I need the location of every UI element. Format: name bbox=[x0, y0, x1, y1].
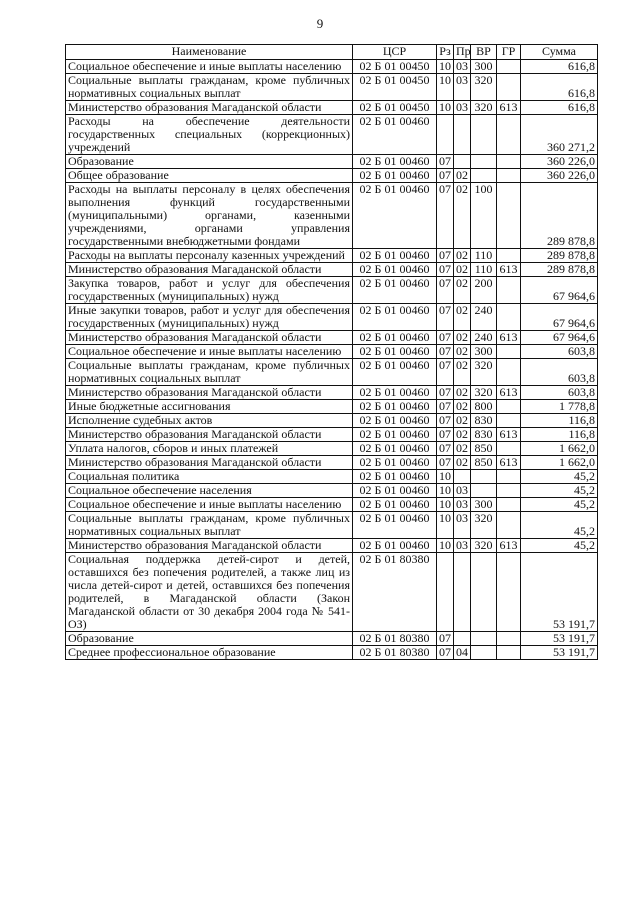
cell-vr: 110 bbox=[471, 249, 497, 263]
cell-pr: 02 bbox=[454, 428, 471, 442]
cell-gr: 613 bbox=[497, 456, 521, 470]
cell-rz: 07 bbox=[437, 359, 454, 386]
header-sum: Сумма bbox=[521, 45, 598, 60]
cell-rz: 07 bbox=[437, 646, 454, 660]
cell-gr: 613 bbox=[497, 539, 521, 553]
cell-pr: 03 bbox=[454, 498, 471, 512]
cell-sum: 1 662,0 bbox=[521, 442, 598, 456]
table-row bbox=[66, 456, 598, 470]
cell-pr: 03 bbox=[454, 60, 471, 74]
cell-csr: 02 Б 01 80380 bbox=[353, 553, 437, 632]
cell-gr bbox=[497, 442, 521, 456]
cell-vr: 320 bbox=[471, 101, 497, 115]
table-row bbox=[66, 632, 598, 646]
cell-rz: 07 bbox=[437, 169, 454, 183]
cell-csr: 02 Б 01 00460 bbox=[353, 345, 437, 359]
cell-pr: 02 bbox=[454, 359, 471, 386]
cell-csr: 02 Б 01 00450 bbox=[353, 60, 437, 74]
cell-pr: 04 bbox=[454, 646, 471, 660]
cell-sum: 45,2 bbox=[521, 539, 598, 553]
cell-pr: 02 bbox=[454, 263, 471, 277]
cell-rz bbox=[437, 553, 454, 632]
cell-gr bbox=[497, 359, 521, 386]
cell-vr: 830 bbox=[471, 414, 497, 428]
cell-gr: 613 bbox=[497, 386, 521, 400]
cell-name: Образование bbox=[66, 632, 353, 646]
cell-vr: 830 bbox=[471, 428, 497, 442]
cell-sum: 289 878,8 bbox=[521, 183, 598, 249]
cell-gr bbox=[497, 60, 521, 74]
table-row bbox=[66, 512, 598, 539]
header-row bbox=[66, 45, 598, 60]
table-row bbox=[66, 115, 598, 155]
cell-sum: 67 964,6 bbox=[521, 277, 598, 304]
table-row bbox=[66, 386, 598, 400]
cell-sum: 67 964,6 bbox=[521, 331, 598, 345]
cell-rz: 10 bbox=[437, 512, 454, 539]
cell-name: Социальная поддержка детей-сирот и детей, оставшихся без попечения родителей, а также лиц из числа детей-сирот и детей, оставшихся без попечения родителей, в Магаданской области (Закон Магаданской области от 30 декабря 2004 года № 541-ОЗ) bbox=[66, 553, 353, 632]
cell-vr bbox=[471, 155, 497, 169]
table-row bbox=[66, 539, 598, 553]
cell-gr: 613 bbox=[497, 263, 521, 277]
cell-name: Социальное обеспечение и иные выплаты населению bbox=[66, 498, 353, 512]
cell-rz: 07 bbox=[437, 442, 454, 456]
cell-csr: 02 Б 01 00460 bbox=[353, 115, 437, 155]
table-row bbox=[66, 304, 598, 331]
cell-gr bbox=[497, 115, 521, 155]
table-row bbox=[66, 263, 598, 277]
cell-gr bbox=[497, 277, 521, 304]
cell-pr: 03 bbox=[454, 484, 471, 498]
cell-rz: 07 bbox=[437, 277, 454, 304]
cell-name: Иные бюджетные ассигнования bbox=[66, 400, 353, 414]
cell-gr bbox=[497, 345, 521, 359]
table-row bbox=[66, 74, 598, 101]
cell-rz bbox=[437, 115, 454, 155]
cell-pr: 02 bbox=[454, 249, 471, 263]
cell-name: Расходы на обеспечение деятельности государственных специальных (коррекционных) учреждений bbox=[66, 115, 353, 155]
table-row bbox=[66, 414, 598, 428]
cell-rz: 10 bbox=[437, 539, 454, 553]
cell-gr bbox=[497, 512, 521, 539]
cell-vr: 320 bbox=[471, 74, 497, 101]
cell-vr bbox=[471, 115, 497, 155]
table-row bbox=[66, 442, 598, 456]
cell-csr: 02 Б 01 00450 bbox=[353, 74, 437, 101]
cell-csr: 02 Б 01 00460 bbox=[353, 359, 437, 386]
header-csr: ЦСР bbox=[353, 45, 437, 60]
table-row bbox=[66, 249, 598, 263]
page-number: 9 bbox=[316, 16, 324, 31]
cell-vr bbox=[471, 632, 497, 646]
cell-vr: 240 bbox=[471, 331, 497, 345]
cell-vr: 320 bbox=[471, 512, 497, 539]
table-row bbox=[66, 470, 598, 484]
cell-sum: 289 878,8 bbox=[521, 263, 598, 277]
cell-pr: 02 bbox=[454, 456, 471, 470]
table-row bbox=[66, 345, 598, 359]
cell-name: Министерство образования Магаданской области bbox=[66, 428, 353, 442]
table-row bbox=[66, 60, 598, 74]
cell-vr: 800 bbox=[471, 400, 497, 414]
table-row bbox=[66, 183, 598, 249]
header-name: Наименование bbox=[66, 45, 353, 60]
cell-csr: 02 Б 01 00460 bbox=[353, 484, 437, 498]
cell-name: Уплата налогов, сборов и иных платежей bbox=[66, 442, 353, 456]
header-gr: ГР bbox=[497, 45, 521, 60]
cell-csr: 02 Б 01 00460 bbox=[353, 400, 437, 414]
cell-name: Министерство образования Магаданской области bbox=[66, 331, 353, 345]
cell-sum: 53 191,7 bbox=[521, 646, 598, 660]
cell-csr: 02 Б 01 00460 bbox=[353, 155, 437, 169]
cell-csr: 02 Б 01 00460 bbox=[353, 249, 437, 263]
cell-name: Социальное обеспечение и иные выплаты населению bbox=[66, 345, 353, 359]
table-row bbox=[66, 428, 598, 442]
cell-rz: 07 bbox=[437, 155, 454, 169]
table-row bbox=[66, 646, 598, 660]
cell-gr: 613 bbox=[497, 331, 521, 345]
cell-sum: 45,2 bbox=[521, 498, 598, 512]
table-row bbox=[66, 169, 598, 183]
cell-name: Министерство образования Магаданской области bbox=[66, 539, 353, 553]
cell-gr bbox=[497, 400, 521, 414]
cell-name: Иные закупки товаров, работ и услуг для обеспечения государственных (муниципальных) нужд bbox=[66, 304, 353, 331]
cell-pr: 02 bbox=[454, 400, 471, 414]
cell-vr: 300 bbox=[471, 345, 497, 359]
cell-rz: 07 bbox=[437, 632, 454, 646]
table-body bbox=[66, 60, 598, 660]
cell-name: Министерство образования Магаданской области bbox=[66, 263, 353, 277]
table-row bbox=[66, 553, 598, 632]
cell-gr bbox=[497, 169, 521, 183]
header-vr: ВР bbox=[471, 45, 497, 60]
cell-rz: 10 bbox=[437, 470, 454, 484]
cell-vr bbox=[471, 169, 497, 183]
cell-gr bbox=[497, 74, 521, 101]
cell-rz: 07 bbox=[437, 331, 454, 345]
cell-pr bbox=[454, 115, 471, 155]
cell-gr bbox=[497, 470, 521, 484]
cell-rz: 07 bbox=[437, 400, 454, 414]
cell-csr: 02 Б 01 00460 bbox=[353, 428, 437, 442]
cell-name: Социальные выплаты гражданам, кроме публичных нормативных социальных выплат bbox=[66, 74, 353, 101]
cell-sum: 616,8 bbox=[521, 60, 598, 74]
cell-pr bbox=[454, 553, 471, 632]
cell-csr: 02 Б 01 80380 bbox=[353, 632, 437, 646]
cell-sum: 53 191,7 bbox=[521, 632, 598, 646]
table-row bbox=[66, 101, 598, 115]
cell-vr bbox=[471, 470, 497, 484]
cell-sum: 116,8 bbox=[521, 414, 598, 428]
cell-vr: 300 bbox=[471, 60, 497, 74]
cell-csr: 02 Б 01 00460 bbox=[353, 470, 437, 484]
cell-name: Образование bbox=[66, 155, 353, 169]
cell-pr: 02 bbox=[454, 386, 471, 400]
cell-name: Расходы на выплаты персоналу казенных учреждений bbox=[66, 249, 353, 263]
cell-name: Министерство образования Магаданской области bbox=[66, 386, 353, 400]
cell-gr bbox=[497, 155, 521, 169]
cell-pr: 02 bbox=[454, 442, 471, 456]
cell-vr: 200 bbox=[471, 277, 497, 304]
cell-pr bbox=[454, 632, 471, 646]
cell-pr: 02 bbox=[454, 414, 471, 428]
cell-sum: 360 226,0 bbox=[521, 155, 598, 169]
cell-gr bbox=[497, 304, 521, 331]
cell-rz: 07 bbox=[437, 456, 454, 470]
cell-vr bbox=[471, 646, 497, 660]
cell-pr: 03 bbox=[454, 512, 471, 539]
cell-csr: 02 Б 01 00460 bbox=[353, 386, 437, 400]
cell-sum: 360 271,2 bbox=[521, 115, 598, 155]
cell-sum: 45,2 bbox=[521, 484, 598, 498]
cell-sum: 1 778,8 bbox=[521, 400, 598, 414]
cell-sum: 360 226,0 bbox=[521, 169, 598, 183]
cell-vr: 320 bbox=[471, 359, 497, 386]
cell-vr bbox=[471, 553, 497, 632]
cell-name: Министерство образования Магаданской области bbox=[66, 456, 353, 470]
cell-rz: 07 bbox=[437, 428, 454, 442]
cell-name: Социальные выплаты гражданам, кроме публичных нормативных социальных выплат bbox=[66, 512, 353, 539]
cell-name: Закупка товаров, работ и услуг для обеспечения государственных (муниципальных) нужд bbox=[66, 277, 353, 304]
cell-csr: 02 Б 01 00460 bbox=[353, 304, 437, 331]
cell-rz: 07 bbox=[437, 386, 454, 400]
cell-sum: 53 191,7 bbox=[521, 553, 598, 632]
cell-csr: 02 Б 01 00460 bbox=[353, 331, 437, 345]
cell-csr: 02 Б 01 00460 bbox=[353, 456, 437, 470]
cell-sum: 603,8 bbox=[521, 345, 598, 359]
cell-pr bbox=[454, 155, 471, 169]
cell-gr: 613 bbox=[497, 428, 521, 442]
cell-pr: 02 bbox=[454, 331, 471, 345]
cell-csr: 02 Б 01 00460 bbox=[353, 539, 437, 553]
cell-name: Министерство образования Магаданской области bbox=[66, 101, 353, 115]
cell-sum: 603,8 bbox=[521, 386, 598, 400]
cell-vr: 850 bbox=[471, 456, 497, 470]
cell-rz: 07 bbox=[437, 345, 454, 359]
cell-pr: 02 bbox=[454, 304, 471, 331]
table-row bbox=[66, 498, 598, 512]
cell-name: Социальное обеспечение и иные выплаты населению bbox=[66, 60, 353, 74]
cell-csr: 02 Б 01 00460 bbox=[353, 498, 437, 512]
cell-rz: 10 bbox=[437, 74, 454, 101]
header-rz: Рз bbox=[437, 45, 454, 60]
cell-gr bbox=[497, 484, 521, 498]
cell-csr: 02 Б 01 00460 bbox=[353, 277, 437, 304]
cell-csr: 02 Б 01 00460 bbox=[353, 169, 437, 183]
cell-rz: 07 bbox=[437, 304, 454, 331]
cell-pr: 02 bbox=[454, 183, 471, 249]
cell-pr: 03 bbox=[454, 539, 471, 553]
cell-vr: 110 bbox=[471, 263, 497, 277]
cell-rz: 07 bbox=[437, 249, 454, 263]
cell-sum: 67 964,6 bbox=[521, 304, 598, 331]
cell-rz: 07 bbox=[437, 263, 454, 277]
table-row bbox=[66, 331, 598, 345]
cell-sum: 603,8 bbox=[521, 359, 598, 386]
cell-csr: 02 Б 01 00450 bbox=[353, 101, 437, 115]
cell-pr: 03 bbox=[454, 101, 471, 115]
cell-name: Социальное обеспечение населения bbox=[66, 484, 353, 498]
cell-gr bbox=[497, 553, 521, 632]
cell-rz: 10 bbox=[437, 101, 454, 115]
cell-sum: 616,8 bbox=[521, 74, 598, 101]
cell-rz: 10 bbox=[437, 498, 454, 512]
cell-name: Среднее профессиональное образование bbox=[66, 646, 353, 660]
cell-csr: 02 Б 01 00460 bbox=[353, 442, 437, 456]
cell-gr bbox=[497, 498, 521, 512]
cell-rz: 10 bbox=[437, 484, 454, 498]
cell-gr bbox=[497, 646, 521, 660]
table-row bbox=[66, 400, 598, 414]
table-row bbox=[66, 359, 598, 386]
cell-vr bbox=[471, 484, 497, 498]
cell-csr: 02 Б 01 00460 bbox=[353, 263, 437, 277]
cell-sum: 1 662,0 bbox=[521, 456, 598, 470]
table-row bbox=[66, 155, 598, 169]
cell-vr: 300 bbox=[471, 498, 497, 512]
cell-vr: 320 bbox=[471, 539, 497, 553]
cell-gr bbox=[497, 632, 521, 646]
cell-vr: 240 bbox=[471, 304, 497, 331]
cell-name: Общее образование bbox=[66, 169, 353, 183]
table-row bbox=[66, 484, 598, 498]
cell-pr: 02 bbox=[454, 345, 471, 359]
cell-gr: 613 bbox=[497, 101, 521, 115]
cell-sum: 116,8 bbox=[521, 428, 598, 442]
cell-pr bbox=[454, 470, 471, 484]
cell-name: Социальные выплаты гражданам, кроме публичных нормативных социальных выплат bbox=[66, 359, 353, 386]
cell-rz: 07 bbox=[437, 183, 454, 249]
cell-csr: 02 Б 01 80380 bbox=[353, 646, 437, 660]
cell-vr: 100 bbox=[471, 183, 497, 249]
cell-name: Расходы на выплаты персоналу в целях обеспечения выполнения функций государственными (муниципальными) органами, казенными учреждениями, органами управления государственными внебюджетными фондами bbox=[66, 183, 353, 249]
cell-sum: 616,8 bbox=[521, 101, 598, 115]
cell-csr: 02 Б 01 00460 bbox=[353, 512, 437, 539]
cell-gr bbox=[497, 249, 521, 263]
cell-pr: 02 bbox=[454, 277, 471, 304]
cell-name: Исполнение судебных актов bbox=[66, 414, 353, 428]
cell-rz: 07 bbox=[437, 414, 454, 428]
cell-sum: 45,2 bbox=[521, 470, 598, 484]
cell-vr: 850 bbox=[471, 442, 497, 456]
cell-sum: 45,2 bbox=[521, 512, 598, 539]
cell-sum: 289 878,8 bbox=[521, 249, 598, 263]
cell-csr: 02 Б 01 00460 bbox=[353, 414, 437, 428]
table-row bbox=[66, 277, 598, 304]
cell-name: Социальная политика bbox=[66, 470, 353, 484]
cell-gr bbox=[497, 183, 521, 249]
budget-table bbox=[65, 44, 598, 660]
cell-pr: 03 bbox=[454, 74, 471, 101]
cell-csr: 02 Б 01 00460 bbox=[353, 183, 437, 249]
cell-gr bbox=[497, 414, 521, 428]
cell-vr: 320 bbox=[471, 386, 497, 400]
cell-pr: 02 bbox=[454, 169, 471, 183]
header-pr: Пр bbox=[454, 45, 471, 60]
cell-rz: 10 bbox=[437, 60, 454, 74]
